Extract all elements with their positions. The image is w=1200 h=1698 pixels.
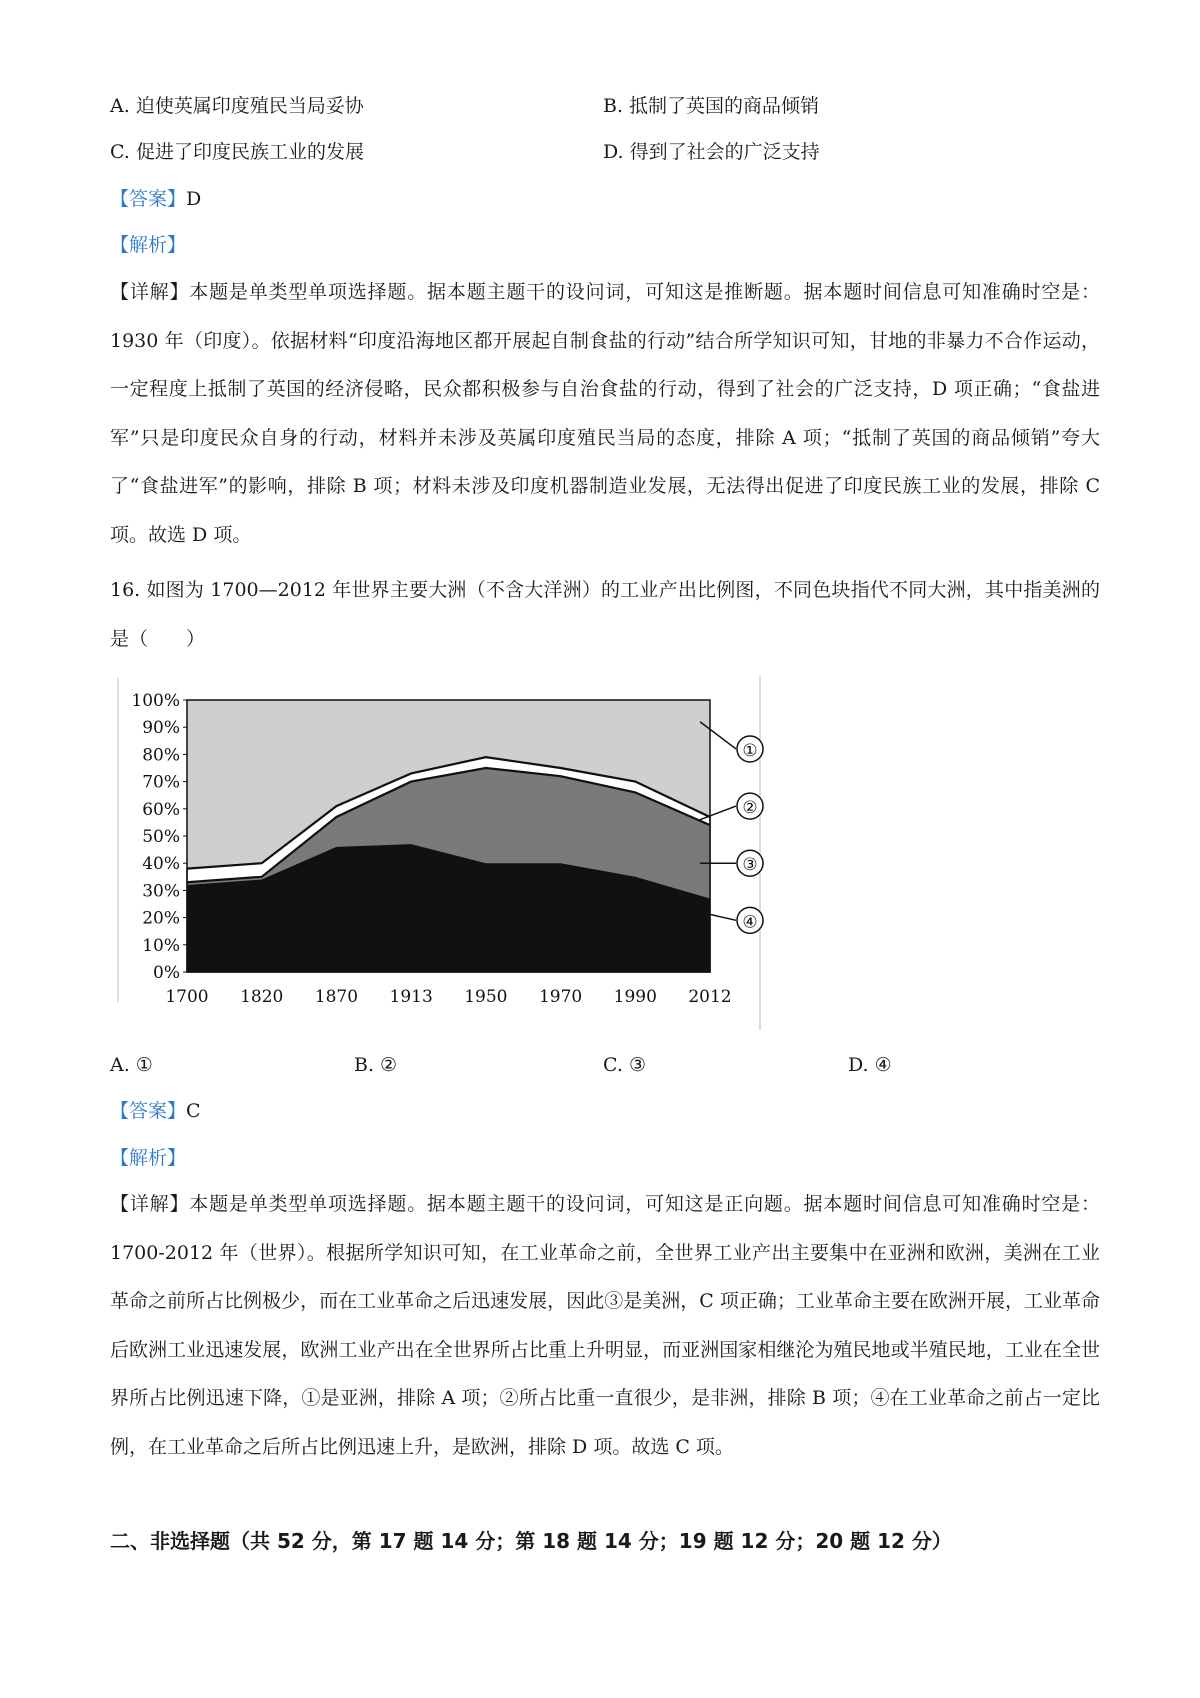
analysis-tag: 【解析】 <box>110 1147 187 1169</box>
section-heading: 二、非选择题（共 52 分，第 17 题 14 分；第 18 题 14 分；19 题 12 分；20 题 12 分） <box>110 1529 952 1553</box>
y-tick-label: 50% <box>142 827 180 847</box>
x-tick-label: 1990 <box>613 987 657 1007</box>
legend-label-1: ① <box>742 740 758 761</box>
q15-answer <box>110 187 201 211</box>
q16-analysis-heading <box>110 1146 186 1170</box>
y-tick-label: 20% <box>142 908 180 929</box>
y-tick-label: 90% <box>142 718 180 739</box>
y-tick-label: 10% <box>142 935 180 956</box>
q16-option-d: D. ④ <box>848 1054 892 1076</box>
analysis-tag: 【解析】 <box>110 234 187 256</box>
answer-value: C <box>186 1100 201 1122</box>
y-tick-label: 0% <box>153 963 180 983</box>
x-tick-label: 1950 <box>464 987 508 1007</box>
y-tick-label: 30% <box>142 881 180 902</box>
x-tick-label: 1870 <box>314 987 359 1007</box>
legend-label-2: ② <box>742 798 758 819</box>
q15-option-d: D. 得到了社会的广泛支持 <box>603 141 820 163</box>
y-tick-label: 100% <box>131 691 180 711</box>
answer-value: D <box>186 188 202 210</box>
answer-tag: 【答案】 <box>110 1100 187 1122</box>
x-tick-label: 1913 <box>389 987 433 1007</box>
q16-option-b: B. ② <box>354 1054 398 1076</box>
x-tick-label: 1820 <box>240 987 284 1007</box>
x-tick-label: 1970 <box>538 987 583 1007</box>
q16-answer <box>110 1099 201 1123</box>
chart-svg <box>110 672 770 1032</box>
x-tick-label: 1700 <box>165 987 209 1007</box>
q16-option-c: C. ③ <box>603 1054 646 1076</box>
q15-analysis-heading <box>110 233 186 257</box>
q15-detail: 【详解】本题是单类型单项选择题。据本题主题干的设问词，可知这是推断题。据本题时间信息可知准确时空是：1930 年（印度）。依据材料“印度沿海地区都开展起自制食盐的行动”结合所学知识可知，甘地的非暴力不合作运动，一定程度上抵制了英国的经济侵略，民众都积极参与自治食盐的行动，得到了社会的广泛支持，D 项正确；“食盐进军”只是印度民众自身的行动，材料并未涉及英属印度殖民当局的态度，排除 A 项；“抵制了英国的商品倾销”夸大了“食盐进军”的影响，排除 B 项；材料未涉及印度机器制造业发展，无法得出促进了印度民族工业的发展，排除 C 项。故选 D 项。 <box>110 281 1100 546</box>
q16-option-a: A. ① <box>110 1054 153 1076</box>
x-tick-label: 2012 <box>688 987 732 1007</box>
legend-label-4: ④ <box>742 912 758 933</box>
y-tick-label: 70% <box>142 772 180 793</box>
y-tick-label: 80% <box>142 745 180 766</box>
y-tick-label: 40% <box>142 854 180 875</box>
answer-tag: 【答案】 <box>110 188 187 210</box>
q15-option-b: B. 抵制了英国的商品倾销 <box>603 95 820 117</box>
legend-label-3: ③ <box>742 855 758 876</box>
industrial-output-chart <box>110 672 770 1032</box>
q15-option-c: C. 促进了印度民族工业的发展 <box>110 141 364 163</box>
q16-detail: 【详解】本题是单类型单项选择题。据本题主题干的设问词，可知这是正向题。据本题时间信息可知准确时空是：1700-2012 年（世界）。根据所学知识可知，在工业革命之前，全世界工业产出主要集中在亚洲和欧洲，美洲在工业革命之前所占比例极少，而在工业革命之后迅速发展，因此③是美洲，C 项正确；工业革命主要在欧洲开展，工业革命后欧洲工业迅速发展，欧洲工业产出在全世界所占比重上升明显，而亚洲国家相继沦为殖民地或半殖民地，工业在全世界所占比例迅速下降，①是亚洲，排除 A 项；②所占比重一直很少，是非洲，排除 B 项；④在工业革命之前占一定比例，在工业革命之后所占比例迅速上升，是欧洲，排除 D 项。故选 C 项。 <box>110 1193 1100 1458</box>
q16-stem: 16. 如图为 1700—2012 年世界主要大洲（不含大洋洲）的工业产出比例图，不同色块指代不同大洲，其中指美洲的是（ ） <box>110 579 1100 650</box>
q15-option-a: A. 迫使英属印度殖民当局妥协 <box>110 95 364 117</box>
y-tick-label: 60% <box>142 799 180 820</box>
